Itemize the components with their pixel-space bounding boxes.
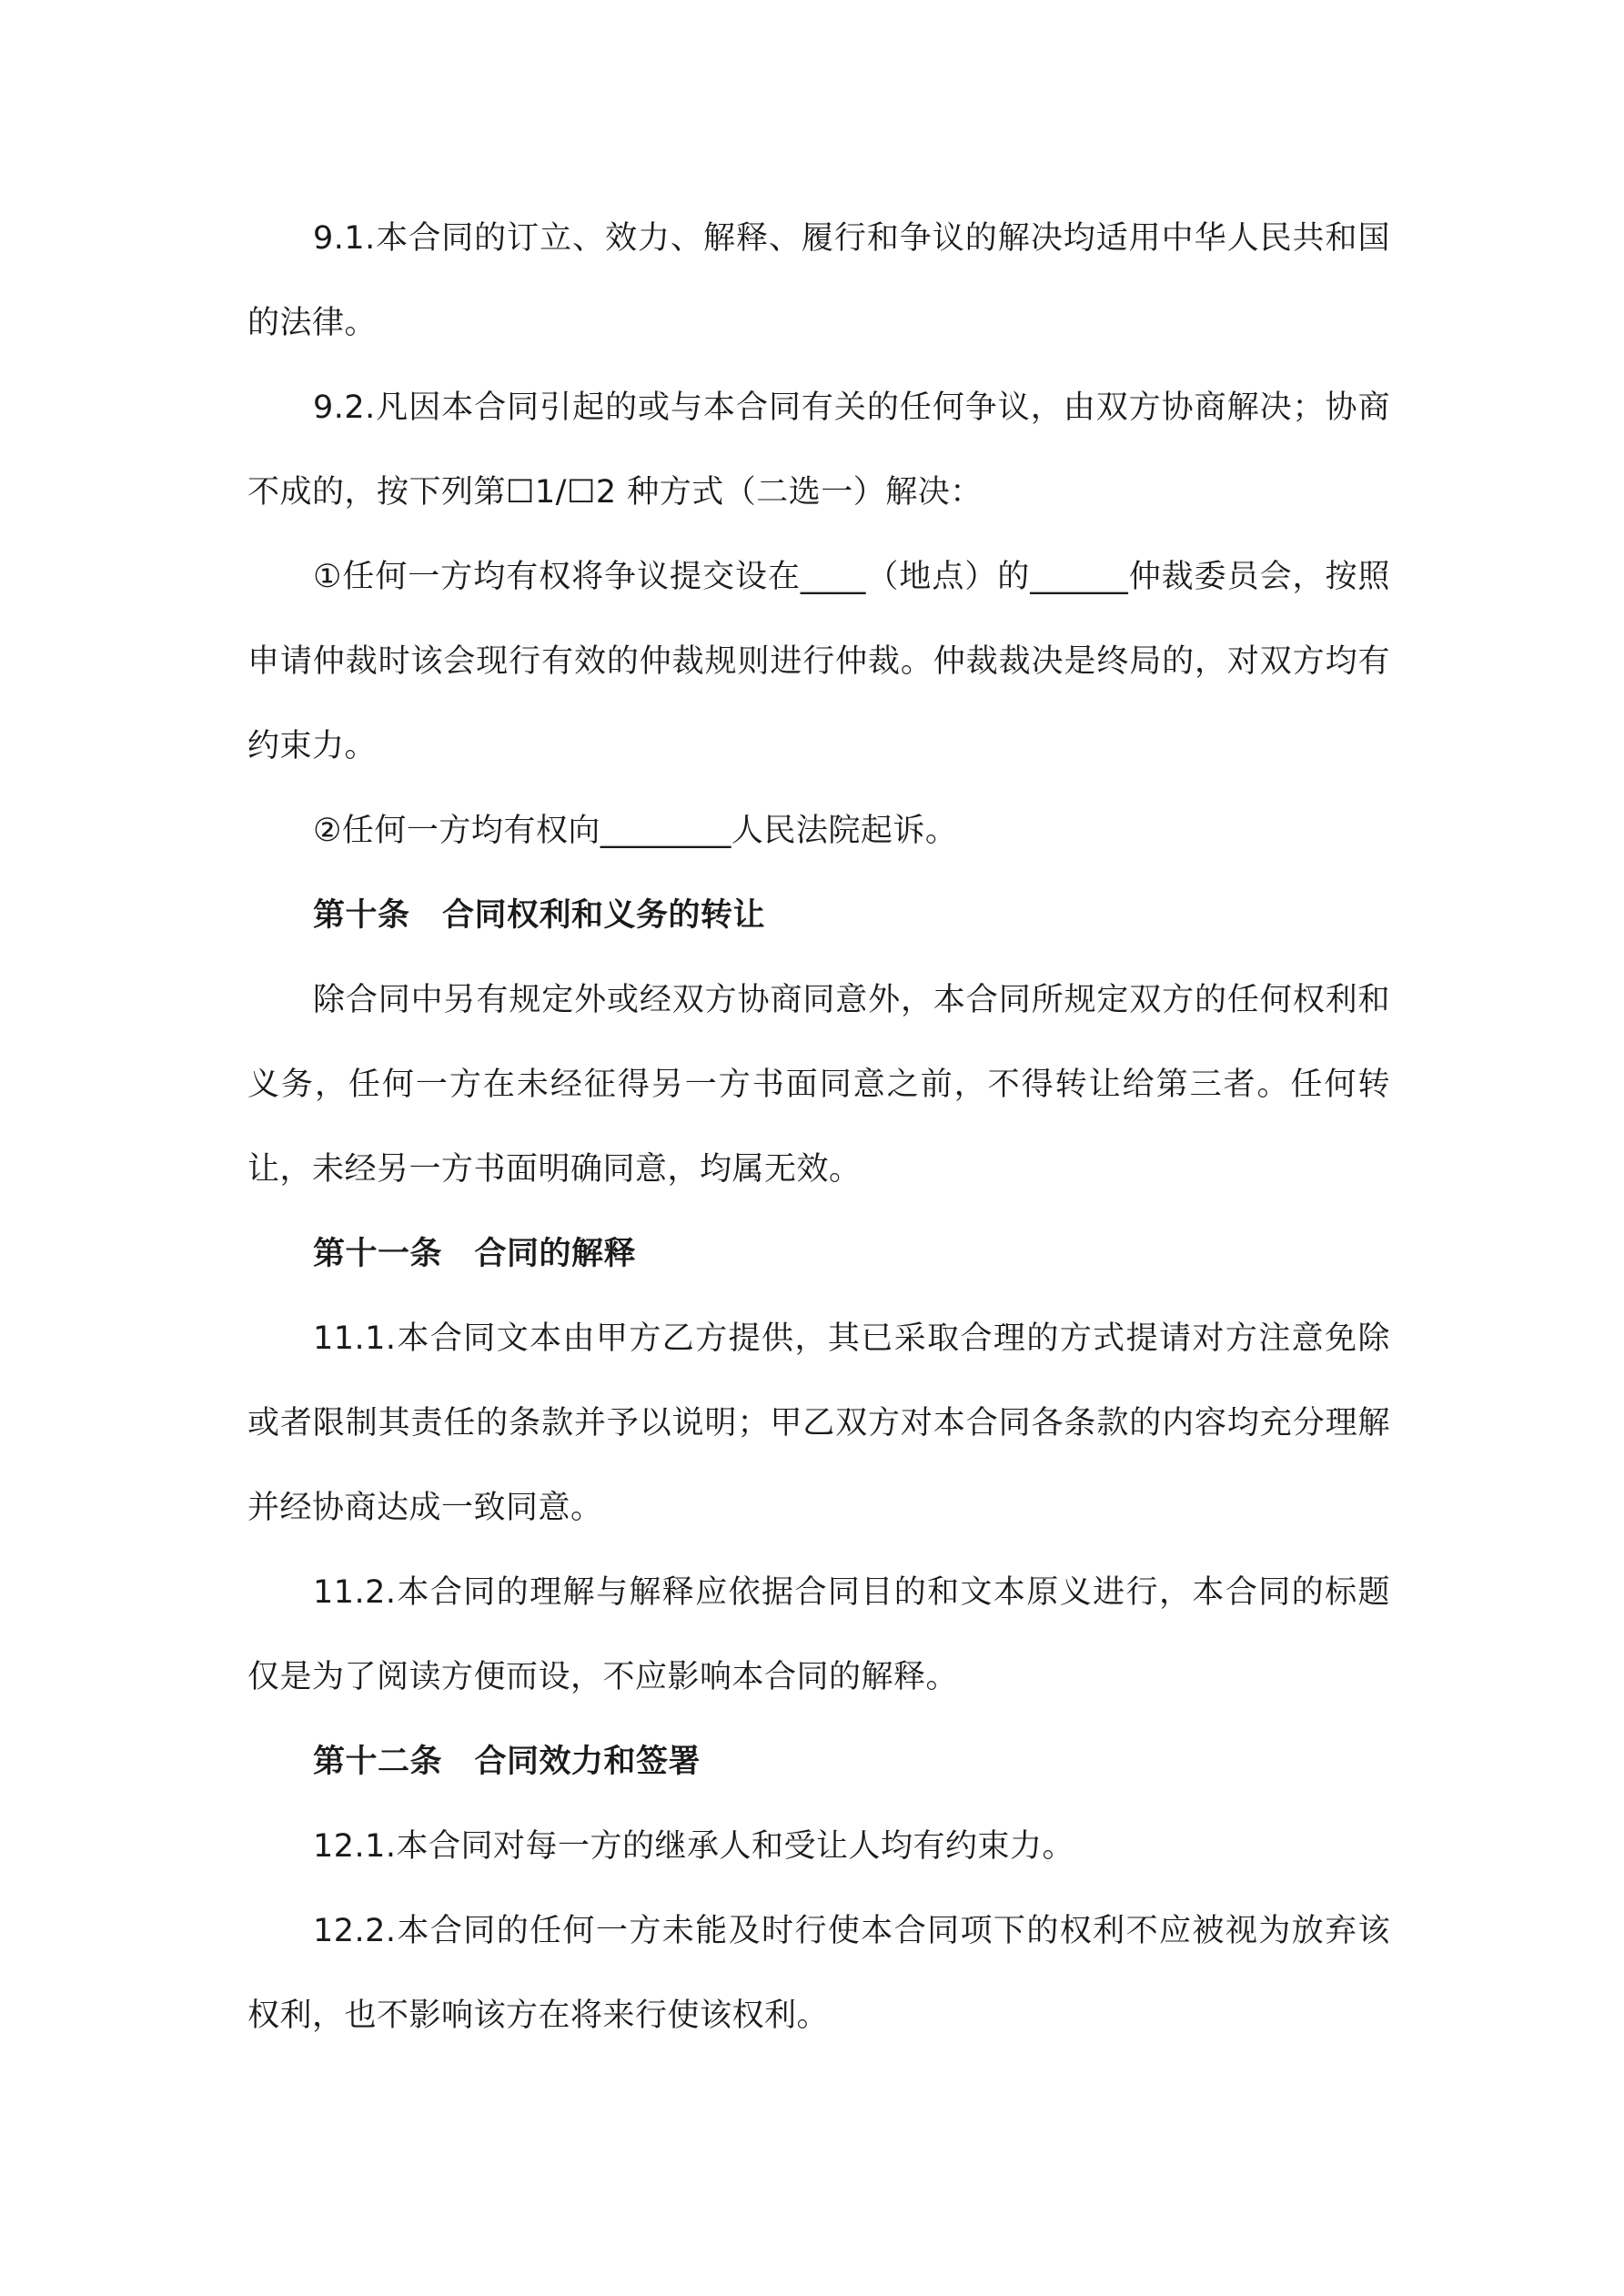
article-10-body: 除合同中另有规定外或经双方协商同意外，本合同所规定双方的任何权利和义务，任何一方在未经征得另一方书面同意之前，不得转让给第三者。任何转让，未经另一方书面明确同意，均属无效。 <box>247 982 1390 1188</box>
clause-11-1: 11.1.本合同文本由甲方乙方提供，其已采取合理的方式提请对方注意免除或者限制其责任的条款并予以说明；甲乙双方对本合同各条款的内容均充分理解并经协商达成一致同意。 <box>247 1320 1390 1526</box>
clause-12-1: 12.1.本合同对每一方的继承人和受让人均有约束力。 <box>313 1828 1075 1865</box>
document-page <box>247 197 1390 2058</box>
clause-11-2: 11.2.本合同的理解与解释应依据合同目的和文本原义进行，本合同的标题仅是为了阅读方便而设，不应影响本合同的解释。 <box>247 1574 1390 1695</box>
clause-9-1: 9.1.本合同的订立、效力、解释、履行和争议的解决均适用中华人民共和国的法律。 <box>247 220 1390 341</box>
clause-12-2: 12.2.本合同的任何一方未能及时行使本合同项下的权利不应被视为放弃该权利，也不影响该方在将来行使该权利。 <box>247 1913 1390 2034</box>
clause-9-2-option-2: ②任何一方均有权向________人民法院起诉。 <box>313 813 958 849</box>
article-11-heading: 第十一条 合同的解释 <box>313 1236 637 1272</box>
article-12-heading: 第十二条 合同效力和签署 <box>313 1744 701 1780</box>
clause-9-2: 9.2.凡因本合同引起的或与本合同有关的任何争议，由双方协商解决；协商不成的，按下列第☐1/☐2 种方式（二选一）解决： <box>247 389 1390 511</box>
clause-9-2-option-1: ①任何一方均有权将争议提交设在____（地点）的______仲裁委员会，按照申请仲裁时该会现行有效的仲裁规则进行仲裁。仲裁裁决是终局的，对双方均有约束力。 <box>247 559 1390 764</box>
article-10-heading: 第十条 合同权利和义务的转让 <box>313 897 766 934</box>
